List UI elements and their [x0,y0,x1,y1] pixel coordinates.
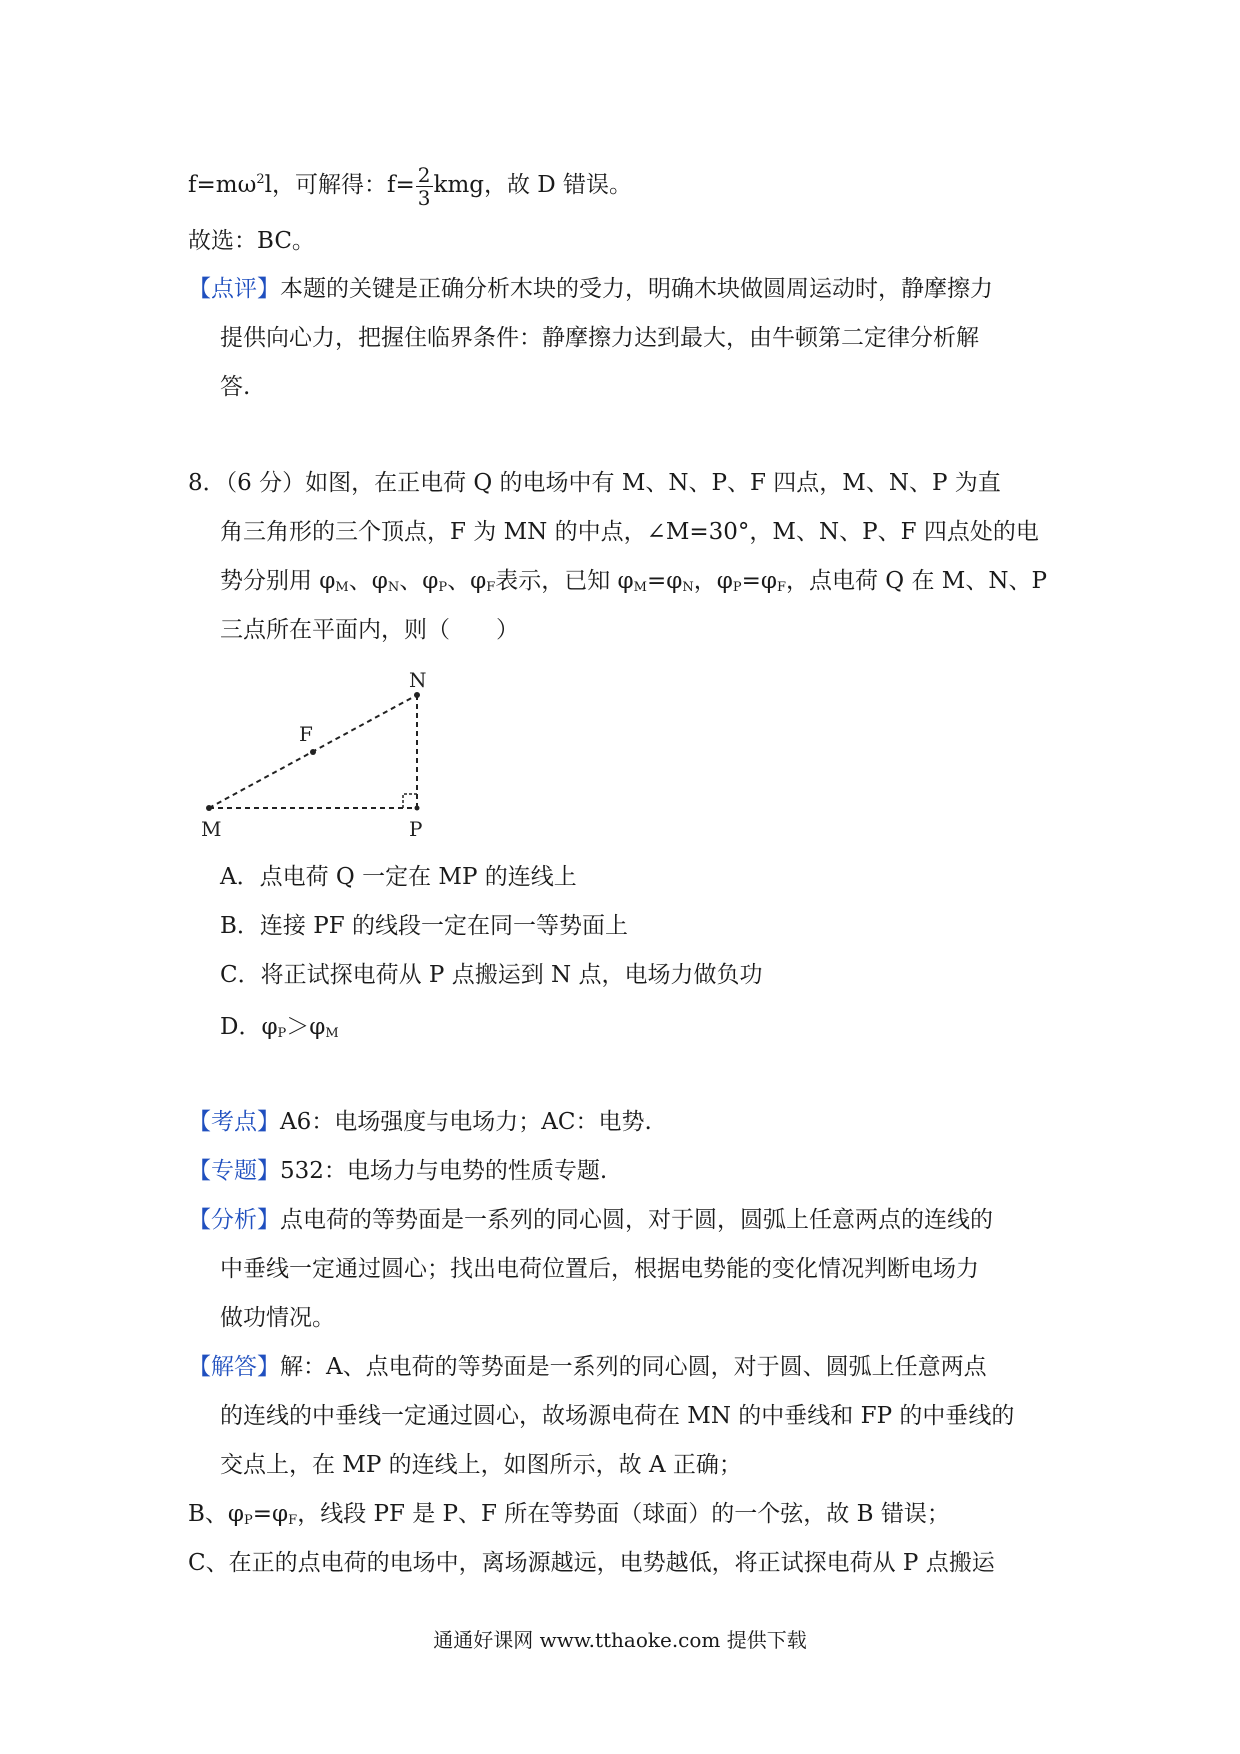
zhuanti-text: 532：电场力与电势的性质专题. [280,1158,608,1184]
fenxi-line-1 [188,1204,993,1236]
option-a-text: A．点电荷 Q 一定在 MP 的连线上 [220,864,577,890]
question-text: 8．（6 分）如图，在正电荷 Q 的电场中有 M、N、P、F 四点，M、N、P 为直 [188,470,1001,496]
question-text: 势分别用 φ [220,568,336,594]
jieda-text: B、φ [188,1501,245,1527]
comment-tag: 【点评】 [188,276,280,302]
jieda-text: 解：A、点电荷的等势面是一系列的同心圆，对于圆、圆弧上任意两点 [280,1354,987,1380]
fenxi-text: 点电荷的等势面是一系列的同心圆，对于圆，圆弧上任意两点的连线的 [280,1207,993,1233]
fenxi-tag: 【分析】 [188,1207,280,1233]
fenxi-line-3 [220,1302,335,1334]
subscript: P [438,580,448,595]
jieda-text: C、在正的点电荷的电场中，离场源越远，电势越低，将正试探电荷从 P 点搬运 [188,1550,995,1576]
formula-part: f=mω [188,172,257,198]
question-text: 、φ [399,568,439,594]
jieda-line-c [188,1547,995,1579]
fraction-numerator: 2 [417,162,431,187]
comment-line-2 [220,322,979,354]
subscript: F [288,1513,298,1528]
subscript: M [633,580,647,595]
option-d-text: D．φ [220,1014,278,1040]
question-line-2 [220,516,1039,548]
question-text: ，φ [693,568,733,594]
subscript: P [732,580,742,595]
fraction-denominator: 3 [417,185,431,210]
question-text: 、φ [447,568,487,594]
fraction [416,164,433,209]
question-text: 、φ [348,568,388,594]
option-a [220,861,577,893]
fenxi-text: 中垂线一定通过圆心；找出电荷位置后，根据电势能的变化情况判断电场力 [220,1256,979,1282]
question-line-3 [220,565,1047,604]
jieda-line-2 [220,1400,1014,1432]
subscript: M [325,1026,339,1041]
option-c-text: C．将正试探电荷从 P 点搬运到 N 点，电场力做负功 [220,962,763,988]
jieda-text: ，线段 PF 是 P、F 所在等势面（球面）的一个弦，故 B 错误； [297,1501,950,1527]
point-f [310,749,316,755]
comment-text: 提供向心力，把握住临界条件：静摩擦力达到最大，由牛顿第二定律分析解 [220,325,979,351]
subscript: M [335,580,349,595]
label-p: P [409,817,423,841]
point-m [206,805,212,811]
point-p [415,806,420,811]
subscript: N [682,580,694,595]
formula-part: kmg，故 D 错误。 [433,172,633,198]
comment-line-3 [220,371,250,403]
jieda-line-b [188,1498,950,1537]
question-text: 三点所在平面内，则（ ） [220,617,519,643]
kaodian-line [188,1106,652,1138]
question-line-4 [220,614,519,646]
option-c [220,959,762,991]
formula-superscript: 2 [256,172,265,187]
kaodian-text: A6：电场强度与电场力；AC：电势. [280,1109,652,1135]
formula-part: l，可解得：f= [264,172,415,198]
footer-text: 通通好课网 www.tthaoke.com 提供下载 [433,1628,807,1652]
label-n: N [409,668,427,692]
option-b-text: B．连接 PF 的线段一定在同一等势面上 [220,913,628,939]
subscript: P [244,1513,253,1528]
question-line-1 [188,467,1001,499]
jieda-text: =φ [252,1501,289,1527]
jieda-line-1 [188,1351,987,1383]
answer-choice-line [188,225,315,257]
comment-text: 答. [220,374,251,400]
kaodian-tag: 【考点】 [188,1109,280,1135]
question-text: 角三角形的三个顶点，F 为 MN 的中点，∠M=30°，M、N、P、F 四点处的电 [220,519,1039,545]
question-text: =φ [646,568,683,594]
subscript: F [486,580,496,595]
comment-text: 本题的关键是正确分析木块的受力，明确木块做圆周运动时，静摩擦力 [280,276,993,302]
fenxi-text: 做功情况。 [220,1305,335,1331]
jieda-line-3 [220,1449,742,1481]
formula-line [188,160,632,209]
option-b [220,910,628,942]
point-n [414,692,420,698]
triangle-diagram [195,665,445,845]
question-text: ，点电荷 Q 在 M、N、P [786,568,1047,594]
label-m: M [201,817,222,841]
label-f: F [299,722,313,746]
fenxi-line-2 [220,1253,979,1285]
option-d-text: ＞φ [286,1014,326,1040]
subscript: N [387,580,400,595]
answer-choice-text: 故选：BC。 [188,228,315,254]
jieda-text: 的连线的中垂线一定通过圆心，故场源电荷在 MN 的中垂线和 FP 的中垂线的 [220,1403,1015,1429]
zhuanti-tag: 【专题】 [188,1158,280,1184]
page-footer [0,1624,1240,1653]
right-angle-marker [403,794,417,808]
question-text: =φ [741,568,777,594]
question-text: 表示，已知 φ [495,568,634,594]
option-d [220,1011,339,1050]
jieda-text: 交点上，在 MP 的连线上，如图所示，故 A 正确； [220,1452,742,1478]
comment-line-1 [188,273,993,305]
subscript: F [776,580,786,595]
zhuanti-line [188,1155,607,1187]
jieda-tag: 【解答】 [188,1354,280,1380]
subscript: P [277,1026,287,1041]
